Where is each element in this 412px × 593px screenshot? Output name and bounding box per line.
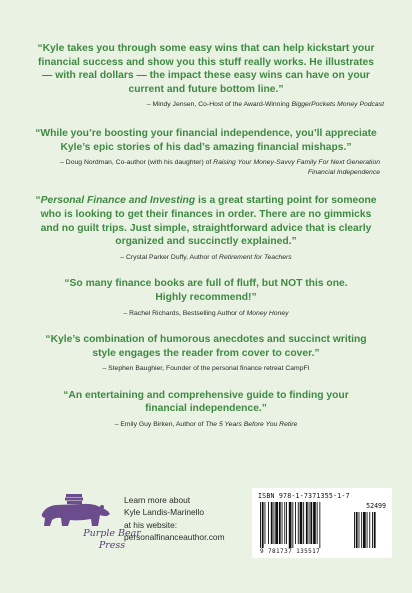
endorsement-quote — [34, 194, 378, 248]
learn-more — [124, 494, 264, 544]
barcode-bar — [306, 502, 308, 544]
book-title: Personal Finance and Investing — [40, 195, 196, 207]
endorsement-attribution — [34, 253, 378, 263]
learn-more-line1: Learn more about — [124, 495, 191, 505]
attribution-title: Raising Your Money-Savvy Family For Next Generation Financial Independence — [213, 159, 380, 176]
endorsement-quote: “While you’re boosting your financial independence, you’ll appreciate Kyle’s epic stories of his dad’s amazing financial mishaps.” — [35, 127, 377, 153]
bear-icon — [36, 494, 116, 528]
endorsement-quote: “An entertaining and comprehensive guide to finding your financial independence.” — [63, 389, 349, 415]
learn-more-line3: at his website: — [124, 519, 178, 530]
price-code: 52499 — [366, 502, 386, 510]
endorsement-6 — [0, 389, 412, 430]
barcode-bar — [319, 502, 320, 548]
barcode-bar — [292, 502, 293, 548]
endorsement-attribution — [34, 100, 384, 110]
isbn-digits: 9 781737 135517 — [260, 548, 321, 555]
barcode-bar — [317, 502, 318, 544]
barcode-bar — [286, 502, 287, 544]
attribution-text: – Rachel Richards, Bestselling Author of — [123, 309, 247, 317]
barcode-addon-bar — [359, 512, 360, 548]
barcode-bar — [309, 502, 310, 544]
attribution-title: BiggerPockets Money Podcast — [291, 101, 384, 109]
barcode-bar — [262, 502, 264, 548]
barcode-addon-bar — [361, 512, 362, 548]
attribution-text: – Stephen Baughier, Founder of the personal finance retreat CampFI — [102, 365, 310, 373]
barcode-bar — [268, 502, 269, 544]
endorsement-3 — [0, 194, 412, 262]
back-cover-footer — [0, 494, 412, 593]
barcode-bar — [298, 502, 299, 544]
endorsement-attribution — [34, 309, 378, 319]
barcode-bar — [274, 502, 275, 544]
barcode-bar — [303, 502, 304, 544]
website-url: personalfinanceauthor.com — [124, 532, 225, 543]
attribution-title: Money Honey — [246, 309, 289, 317]
learn-more-line2: Kyle Landis-Marinello — [124, 507, 205, 518]
isbn-barcode — [252, 488, 392, 558]
publisher-name-line2: Press — [98, 540, 126, 551]
barcode-addon-bar — [363, 512, 366, 548]
publisher-logo — [36, 494, 141, 574]
endorsements — [0, 42, 412, 430]
barcode-bar — [295, 502, 296, 544]
quote-body: is a great starting point for someone who is looking to get their finances in order. There are no gimmicks and no guilt trips. Just simple, straightforward advice that is clearly organized and succinctly explained.” — [40, 195, 377, 248]
barcode-bar — [265, 502, 266, 544]
barcode-bar — [282, 502, 283, 544]
barcode-bar — [300, 502, 303, 544]
endorsement-attribution — [34, 364, 378, 374]
attribution-text: – Mindy Jensen, Co-Host of the Award-Winning — [146, 101, 292, 109]
barcode-addon-bar — [356, 512, 358, 548]
attribution-text: – Crystal Parker Duffy, Author of — [120, 253, 220, 261]
barcode-addon-bar — [374, 512, 376, 548]
endorsement-4 — [0, 277, 412, 318]
barcode-bar — [275, 502, 278, 544]
barcode-bar — [271, 502, 273, 544]
barcode-bar — [260, 502, 261, 548]
barcode-bar — [289, 502, 292, 548]
barcode-addon-bar — [372, 512, 373, 548]
barcode-bar — [279, 502, 281, 544]
publisher-name-line1: Purple Bear — [83, 528, 141, 539]
endorsement-quote: “Kyle takes you through some easy wins that can help kickstart your financial success and show you this stuff really works. He illustrates — with real dollars — the impact these easy wins can have on your current and future bottom line.” — [37, 43, 375, 95]
endorsement-quote: “So many finance books are full of fluff, but NOT this one. Highly recommend!” — [64, 278, 348, 303]
endorsement-attribution — [34, 158, 380, 177]
attribution-title: The 5 Years Before You Retire — [205, 421, 298, 429]
attribution-title: Retirement for Teachers — [219, 253, 292, 261]
barcode-bar — [310, 502, 312, 544]
barcode-addon-bar — [369, 512, 370, 548]
attribution-text: – Emily Guy Birken, Author of — [114, 421, 206, 429]
barcode-addon-bar — [354, 512, 355, 548]
attribution-text: – Doug Nordman, Co-author (with his daughter) of — [60, 159, 214, 167]
endorsement-5 — [0, 333, 412, 374]
quote-open-mark: “ — [35, 195, 41, 207]
endorsement-2 — [0, 127, 412, 177]
barcode-addon-bar — [367, 512, 368, 548]
barcode-bar — [313, 502, 316, 544]
isbn-label: ISBN 978-1-7371355-1-7 — [258, 492, 350, 500]
endorsement-1 — [0, 42, 412, 110]
endorsement-quote: “Kyle’s combination of humorous anecdotes and succinct writing style engages the reader from cover to cover.” — [45, 334, 367, 359]
endorsement-attribution — [34, 420, 378, 430]
barcode-bar — [284, 502, 285, 544]
